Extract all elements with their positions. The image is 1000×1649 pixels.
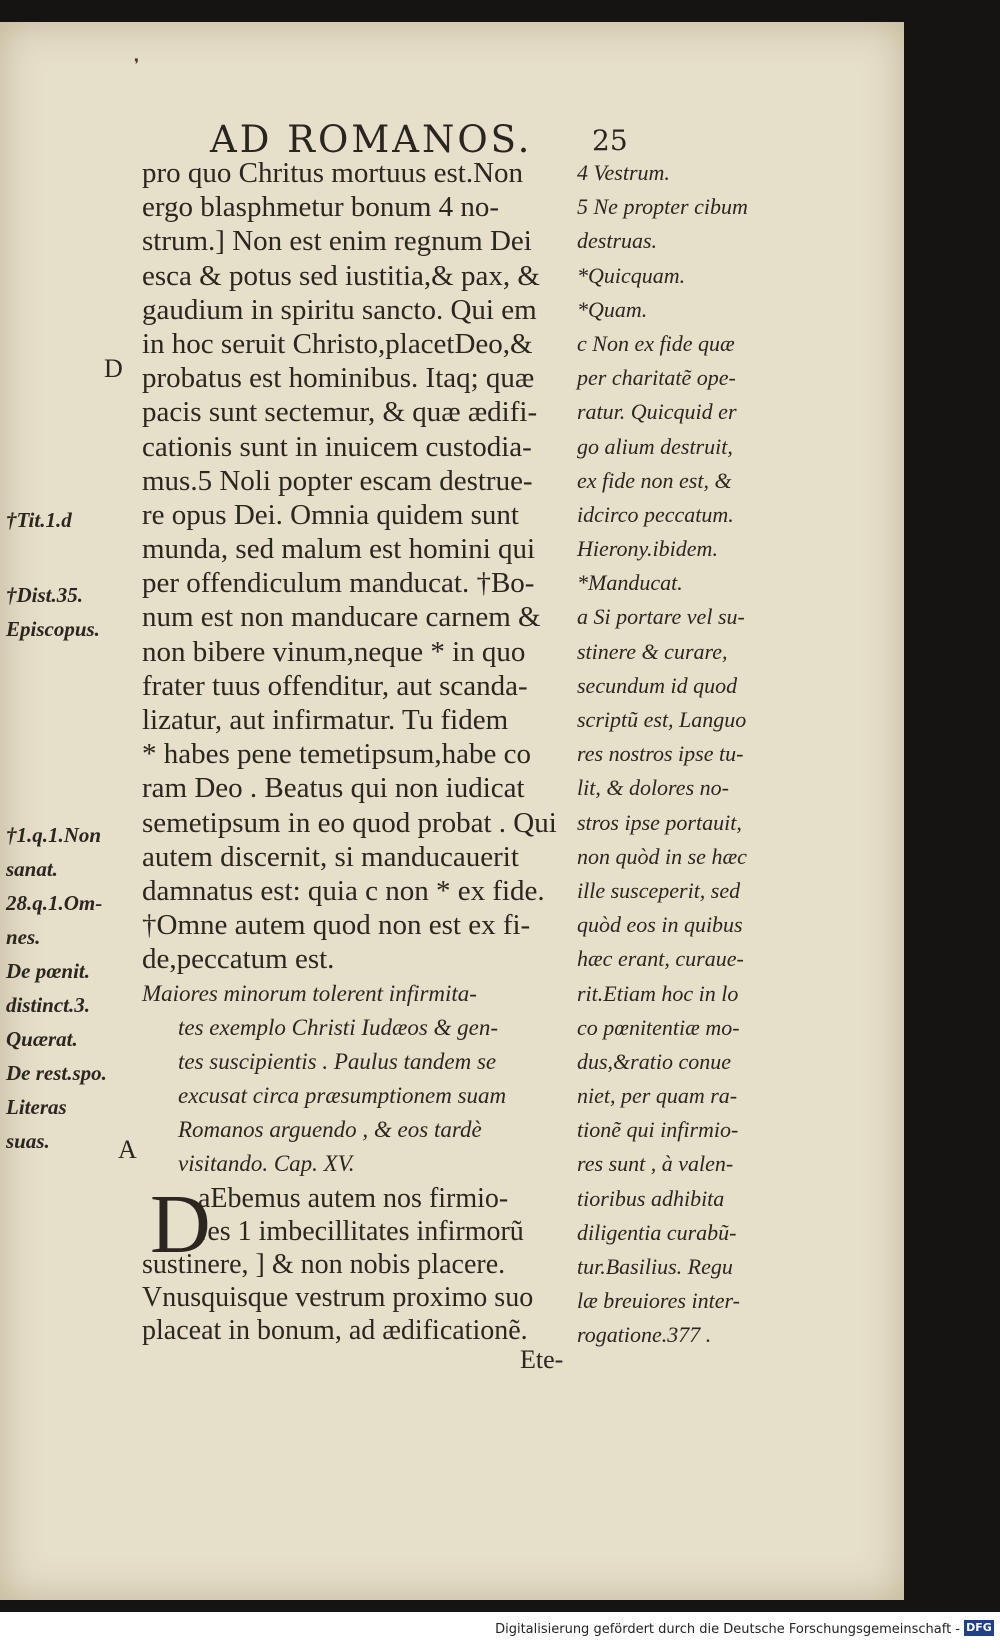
- funding-credit: Digitalisierung gefördert durch die Deutsche Forschungsgemeinschaft -: [495, 1622, 960, 1637]
- left-margin-ref: nes.: [6, 925, 41, 949]
- margin-note: ratur. Quicquid er: [577, 399, 737, 425]
- running-title: AD ROMANOS.: [210, 118, 533, 161]
- margin-note: co pœnitentiæ mo-: [577, 1014, 740, 1040]
- text-line: per offendiculum manducat. †Bo-: [142, 567, 535, 600]
- margin-note: niet, per quam ra-: [577, 1083, 738, 1109]
- left-margin-ref: Episcopus.: [6, 617, 100, 641]
- margin-note: stros ipse portauit,: [577, 809, 742, 835]
- left-margin-ref: Literas: [6, 1095, 67, 1119]
- margin-note: *Quam.: [577, 296, 648, 322]
- summary-line: Maiores minorum tolerent infirmita-: [142, 980, 477, 1006]
- left-margin-ref: †Tit.1.d: [6, 508, 72, 532]
- text-line: * habes pene temetipsum,habe co: [142, 738, 531, 771]
- text-line: †Omne autem quod non est ex fi-: [142, 909, 531, 942]
- margin-note: diligentia curabũ-: [577, 1219, 737, 1245]
- margin-note: res sunt , à valen-: [577, 1151, 734, 1177]
- left-margin-ref: De pœnit.: [6, 959, 90, 983]
- right-margin-notes: [577, 156, 792, 1353]
- left-margin-ref: †Dist.35.: [6, 583, 84, 607]
- margin-note: scriptũ est, Languo: [577, 707, 747, 732]
- margin-note: destruas.: [577, 228, 658, 254]
- text-line: munda, sed malum est homini qui: [142, 533, 536, 566]
- left-margin-ref: sanat.: [6, 857, 58, 881]
- left-margin-ref: De rest.spo.: [6, 1061, 107, 1085]
- text-line: mus.5 Noli popter escam destrue-: [142, 464, 533, 497]
- margin-note: ille susceperit, sed: [577, 877, 741, 903]
- main-text-column: [142, 156, 574, 1347]
- margin-note: Hierony.ibidem.: [577, 536, 718, 562]
- text-line: ram Deo . Beatus qui non iudicat: [142, 772, 525, 805]
- margin-note: non quòd in se hæc: [577, 843, 747, 869]
- margin-note: lit, & dolores no-: [577, 775, 729, 801]
- catchword: Ete-: [520, 1345, 564, 1374]
- margin-note: c Non ex fide quæ: [577, 330, 735, 356]
- chapter-text-line: sustinere, ] & non nobis placere.: [142, 1248, 506, 1280]
- margin-note: 4 Vestrum.: [577, 160, 670, 185]
- chapter-text-line: placeat in bonum, ad ædificationẽ.: [142, 1314, 528, 1346]
- margin-note: go alium destruit,: [577, 433, 733, 459]
- text-line: non bibere vinum,neque * in quo: [142, 635, 526, 668]
- text-line: lizatur, aut infirmatur. Tu fidem: [142, 704, 509, 736]
- margin-note: secundum id quod: [577, 672, 738, 698]
- margin-note: hæc erant, curaue-: [577, 946, 744, 972]
- summary-line: excusat circa præsumptionem suam: [178, 1083, 507, 1109]
- margin-note: rogatione.377 .: [577, 1322, 712, 1348]
- section-letter-d: D: [104, 354, 123, 383]
- text-line: frater tuus offenditur, aut scanda-: [142, 669, 528, 702]
- text-line: in hoc seruit Christo,placetDeo,&: [142, 327, 533, 360]
- text-line: autem discernit, si manducauerit: [142, 840, 519, 873]
- margin-note: per charitatẽ ope-: [577, 365, 736, 391]
- summary-line: Romanos arguendo , & eos tardè: [178, 1117, 482, 1143]
- margin-note: a Si portare vel su-: [577, 604, 745, 630]
- text-line: gaudium in spiritu sancto. Qui em: [142, 293, 537, 326]
- margin-note: læ breuiores inter-: [577, 1288, 740, 1314]
- text-line: num est non manducare carnem &: [142, 601, 541, 634]
- chapter-text-line: aEbemus autem nos firmio-: [198, 1182, 509, 1214]
- left-margin-ref: Quærat.: [6, 1027, 78, 1051]
- left-margin-ref-group: [6, 578, 100, 646]
- margin-note: dus,&ratio conue: [577, 1048, 731, 1074]
- page-number: 25: [592, 124, 628, 157]
- margin-note: tur.Basilius. Regu: [577, 1254, 733, 1279]
- left-margin-ref: suas.: [6, 1129, 50, 1153]
- text-line: esca & potus sed iustitia,& pax, &: [142, 259, 540, 292]
- left-margin-ref: 28.q.1.Om-: [6, 891, 103, 915]
- margin-note: res nostros ipse tu-: [577, 741, 744, 767]
- margin-note: tionẽ qui infirmio-: [577, 1117, 739, 1143]
- margin-note: idcirco peccatum.: [577, 501, 734, 527]
- text-line: ergo blasphmetur bonum 4 no-: [142, 191, 500, 224]
- summary-line: tes suscipientis . Paulus tandem se: [178, 1048, 497, 1074]
- text-line: re opus Dei. Omnia quidem sunt: [142, 498, 519, 531]
- margin-note: stinere & curare,: [577, 638, 728, 664]
- ink-mark: ❜: [134, 55, 140, 74]
- left-margin-ref-group: [6, 818, 107, 1158]
- text-line: semetipsum in eo quod probat . Qui: [142, 806, 557, 839]
- text-line: de,peccatum est.: [142, 943, 335, 976]
- chapter-text-line: Vnusquisque vestrum proximo suo: [142, 1281, 534, 1313]
- margin-note: *Quicquam.: [577, 262, 686, 288]
- text-line: strum.] Non est enim regnum Dei: [142, 225, 532, 258]
- margin-note: rit.Etiam hoc in lo: [577, 980, 739, 1006]
- left-margin-ref: distinct.3.: [6, 993, 91, 1017]
- text-line: probatus est hominibus. Itaq; quæ: [142, 362, 535, 395]
- margin-note: quòd eos in quibus: [577, 912, 743, 938]
- text-line: cationis sunt in inuicem custodia-: [142, 430, 532, 463]
- chapter-text-line: res 1 imbecillitates infirmorũ: [198, 1215, 524, 1247]
- left-margin-ref: †1.q.1.Non: [6, 823, 102, 847]
- text-line: pro quo Chritus mortuus est.Non: [142, 157, 524, 189]
- text-line: damnatus est: quia c non * ex fide.: [142, 874, 545, 907]
- chapter-heading: visitando. Cap. XV.: [178, 1151, 355, 1177]
- dfg-logo: DFG: [964, 1620, 994, 1636]
- text-line: pacis sunt sectemur, & quæ ædifi-: [142, 396, 538, 429]
- drop-cap-initial: D: [150, 1178, 211, 1271]
- margin-note: tioribus adhibita: [577, 1185, 725, 1211]
- summary-line: tes exemplo Christi Iudæos & gen-: [178, 1014, 499, 1040]
- margin-note: *Manducat.: [577, 570, 683, 596]
- margin-note: ex fide non est, &: [577, 467, 732, 493]
- section-letter-a: A: [118, 1135, 137, 1164]
- margin-note: 5 Ne propter cibum: [577, 194, 748, 220]
